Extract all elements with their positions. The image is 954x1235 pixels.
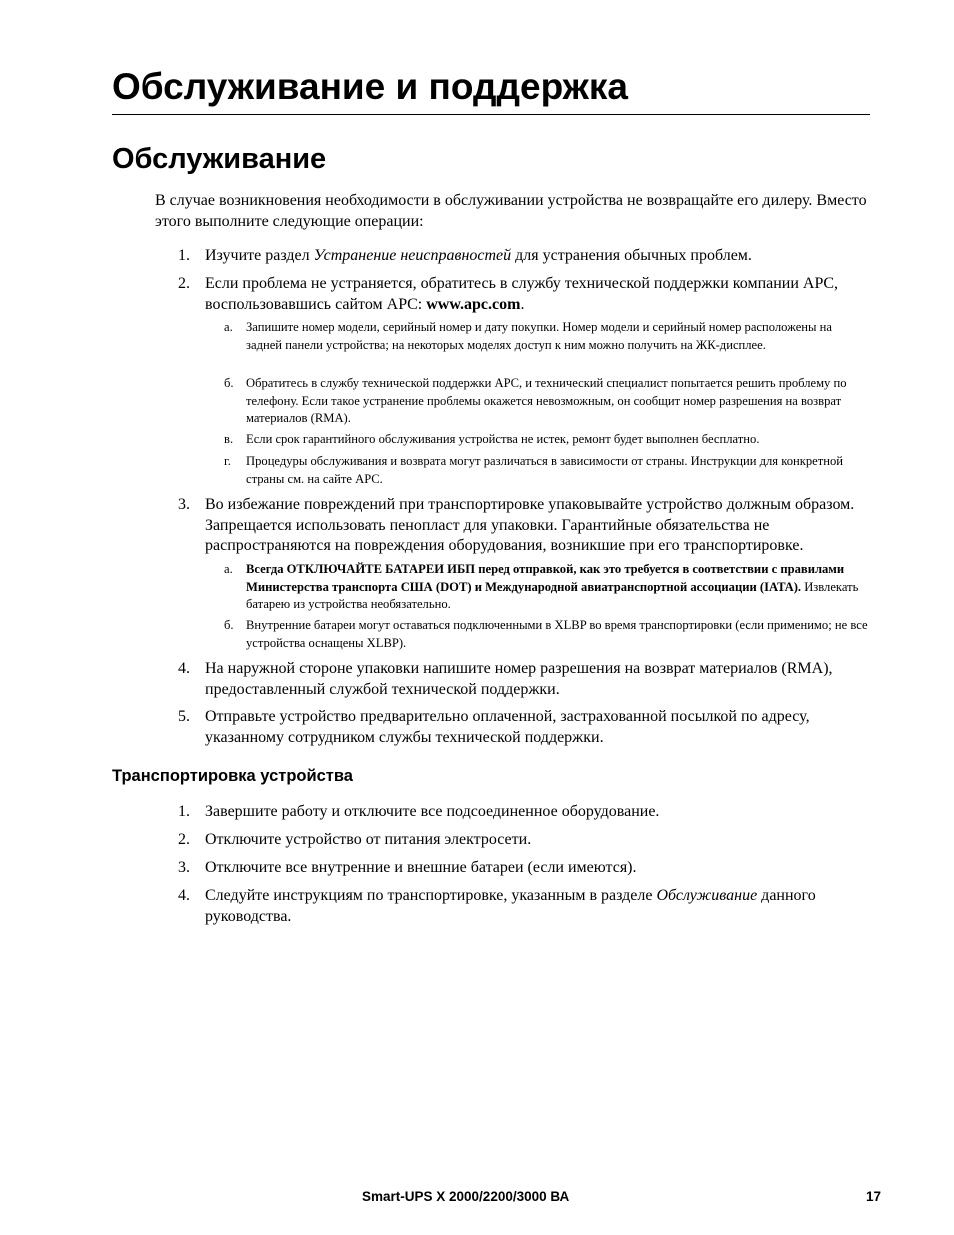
- website-link[interactable]: www.apc.com: [426, 295, 521, 313]
- list-item-text: Следуйте инструкциям по транспортировке, указанным в разделе: [205, 887, 657, 904]
- page-title: Обслуживание и поддержка: [112, 66, 629, 107]
- list-number: 4.: [178, 660, 190, 677]
- list-item-text: Если проблема не устраняется, обратитесь в службу технической поддержки компании APC, воспользовавшись сайтом APC:: [205, 275, 839, 313]
- sublist-item: Внутренние батареи могут оставаться подключенными в XLBP во время транспортировки (если применимо; не все устройства оснащены XLBP).: [246, 618, 868, 650]
- sublist-item: [246, 561, 870, 614]
- sublist-letter: б.: [224, 376, 234, 390]
- list-item-text: для устранения обычных проблем.: [511, 247, 752, 264]
- sublist-item: Обратитесь в службу технической поддержки APC, и технический специалист попытается решить проблему по телефону. Если такое устранение проблемы окажется невозможным, он сообщит номер разрешения на возврат материалов (RMA).: [246, 376, 847, 425]
- sublist-letter: а.: [224, 562, 233, 576]
- list-item: Отправьте устройство предварительно оплаченной, застрахованной посылкой по адресу, указанному сотрудником службы технической поддержки.: [205, 708, 810, 746]
- sublist-letter: б.: [224, 618, 234, 632]
- list-number: 2.: [178, 275, 190, 292]
- list-item: Завершите работу и отключите все подсоединенное оборудование.: [205, 803, 660, 820]
- list-item: [205, 246, 870, 267]
- sublist-letter: а.: [224, 320, 233, 334]
- section-title: Обслуживание: [112, 143, 327, 175]
- list-number: 1.: [178, 247, 190, 264]
- sublist-item: Запишите номер модели, серийный номер и дату покупки. Номер модели и серийный номер расположены на задней панели устройства; на некоторых моделях доступ к ним можно получить на ЖК-дисплее.: [246, 320, 832, 352]
- list-item: [205, 274, 870, 315]
- sublist-item: Если срок гарантийного обслуживания устройства не истек, ремонт будет выполнен бесплатно.: [246, 432, 760, 446]
- crossref-troubleshooting: Устранение неисправностей: [313, 247, 512, 264]
- list-item: Во избежание повреждений при транспортировке упаковывайте устройство должным образом. Запрещается использовать пенопласт для упаковки. Гарантийные обязательства не распространяются на повреждения оборудования, возникшие при его транспортировке.: [205, 496, 855, 554]
- sublist-letter: в.: [224, 432, 234, 446]
- title-divider: [112, 114, 870, 115]
- list-number: 3.: [178, 859, 190, 876]
- list-item-text: данного руководства.: [205, 887, 816, 925]
- battery-warning: Всегда ОТКЛЮЧАЙТЕ БАТАРЕИ ИБП перед отправкой, как это требуется в соответствии с правилами Министерства транспорта США (DOT) и Международной авиатранспортной ассоциации (IATA).: [246, 562, 845, 594]
- sublist-item-text: Извлекать батарею из устройства необязательно.: [246, 579, 859, 611]
- crossref-service: Обслуживание: [656, 887, 758, 904]
- footer-product: Smart-UPS X 2000/2200/3000 ВА: [362, 1189, 570, 1204]
- sublist-item: Процедуры обслуживания и возврата могут различаться в зависимости от страны. Инструкции для конкретной страны см. на сайте APC.: [246, 454, 844, 486]
- subsection-title: Транспортировка устройства: [112, 767, 353, 785]
- list-number: 2.: [178, 831, 190, 848]
- list-item: Отключите устройство от питания электросети.: [205, 831, 532, 848]
- intro-paragraph: В случае возникновения необходимости в обслуживании устройства не возвращайте его дилеру. Вместо этого выполните следующие операции:: [155, 192, 867, 230]
- page-number: 17: [866, 1189, 882, 1204]
- list-number: 4.: [178, 887, 190, 904]
- list-item-text: .: [520, 295, 525, 313]
- sublist-letter: г.: [224, 454, 231, 468]
- list-item: На наружной стороне упаковки напишите номер разрешения на возврат материалов (RMA), предоставленный службой технической поддержки.: [205, 660, 833, 698]
- list-item: [205, 886, 870, 927]
- list-item-text: Изучите раздел: [205, 247, 314, 264]
- list-number: 3.: [178, 496, 190, 513]
- list-number: 5.: [178, 708, 190, 725]
- list-item: Отключите все внутренние и внешние батареи (если имеются).: [205, 859, 637, 876]
- list-number: 1.: [178, 803, 190, 820]
